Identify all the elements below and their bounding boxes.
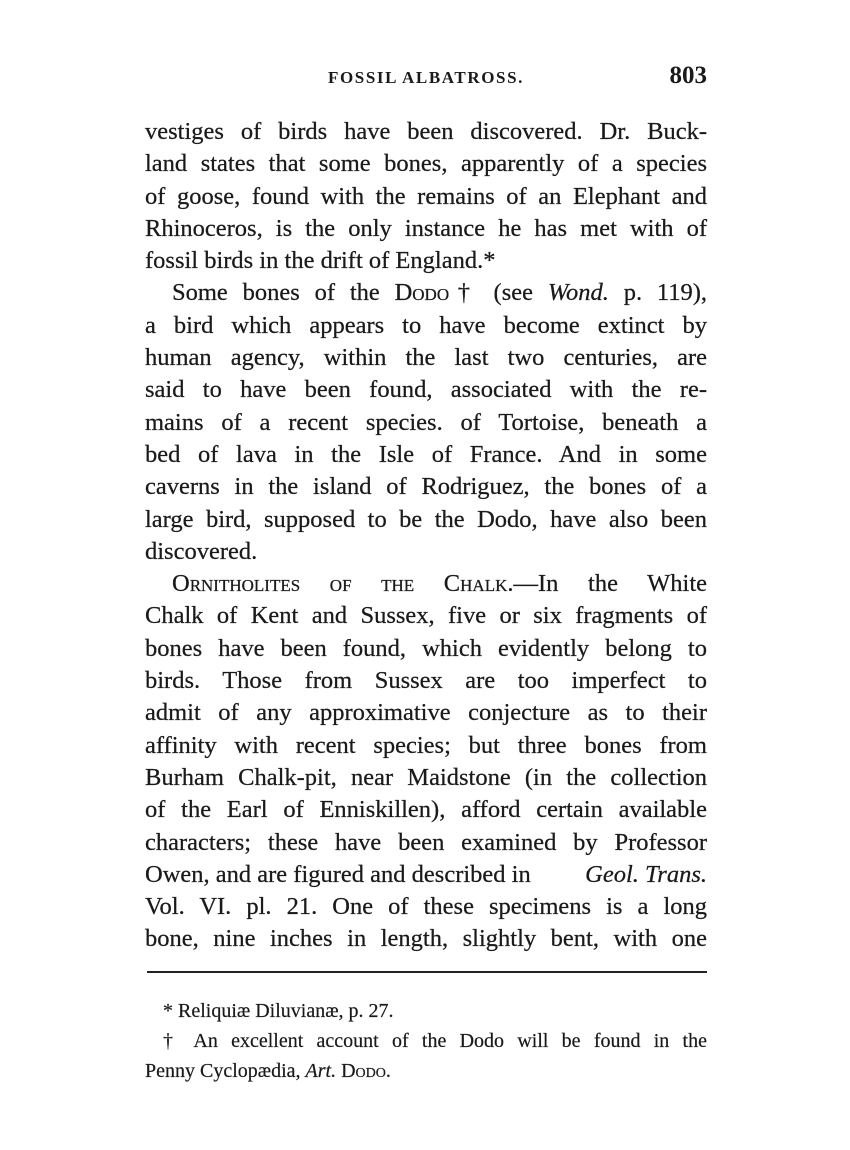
body-text (145, 116, 707, 956)
wond-reference: Wond. (547, 279, 609, 307)
text-line: said to have been found, associated with the re- (145, 376, 707, 404)
text-run: Owen, and are figured and described in (145, 860, 531, 888)
text-run: † (see (449, 279, 548, 307)
text-line: admit of any approximative conjecture as to their (145, 699, 707, 727)
text-line: Vol. VI. pl. 21. One of these specimens is a long (145, 893, 707, 921)
running-head: FOSSIL ALBATROSS. (327, 68, 524, 87)
text-line: mains of a recent species. of Tortoise, beneath a (145, 408, 707, 436)
text-line: bed of lava in the Isle of France. And in some (145, 440, 707, 468)
text-line: discovered. (145, 537, 258, 565)
text-run: Penny Cyclopædia, (145, 1060, 306, 1082)
text-line: bone, nine inches in length, slightly bent, with one (145, 925, 707, 953)
text-line (145, 277, 707, 309)
text-run: . (385, 1060, 391, 1082)
text-line (145, 859, 707, 891)
text-line: a bird which appears to have become extinct by (145, 311, 707, 339)
text-line: human agency, within the last two centuries, are (145, 344, 707, 372)
text-line: of goose, found with the remains of an Elephant and (145, 182, 707, 210)
text-line: Burham Chalk-pit, near Maidstone (in the collection (145, 763, 707, 791)
text-line: fossil birds in the drift of England.* (145, 247, 496, 275)
footnotes (145, 996, 707, 1086)
text-line: caverns in the island of Rodriguez, the bones of a (145, 473, 707, 501)
text-run: —In the White (513, 570, 707, 598)
page-header (145, 62, 707, 102)
art-abbreviation: Art. (305, 1060, 337, 1082)
text-line: large bird, supposed to be the Dodo, have also been (145, 505, 707, 533)
text-line (145, 568, 707, 600)
geol-trans-reference: Geol. Trans. (585, 860, 707, 888)
dodo-smallcaps: Dodo (394, 279, 450, 307)
footnote-2-line-2 (145, 1056, 707, 1086)
text-run: p. 119), (608, 279, 708, 307)
text-run: Some bones of the (172, 279, 395, 307)
text-line: Chalk of Kent and Sussex, five or six fragments of (145, 602, 707, 630)
dodo-smallcaps: Dodo (341, 1060, 386, 1082)
text-line: Rhinoceros, is the only instance he has met with of (145, 214, 707, 242)
footnote-1: * Reliquiæ Diluvianæ, p. 27. (163, 1000, 394, 1022)
text-line: land states that some bones, apparently of a species (145, 150, 707, 178)
footnote-2-line-1: † An excellent account of the Dodo will be found in the (163, 1030, 707, 1052)
page-number: 803 (669, 62, 707, 89)
text-line: bones have been found, which evidently belong to (145, 634, 707, 662)
text-line: vestiges of birds have been discovered. Dr. Buck- (145, 118, 707, 145)
text-line: birds. Those from Sussex are too imperfect to (145, 667, 707, 695)
text-line: affinity with recent species; but three bones from (145, 731, 707, 759)
footnote-rule (147, 971, 707, 973)
text-line: of the Earl of Enniskillen), afford certain available (145, 796, 707, 824)
section-heading: Ornitholites of the Chalk. (172, 570, 514, 598)
text-line: characters; these have been examined by Professor (145, 828, 707, 856)
